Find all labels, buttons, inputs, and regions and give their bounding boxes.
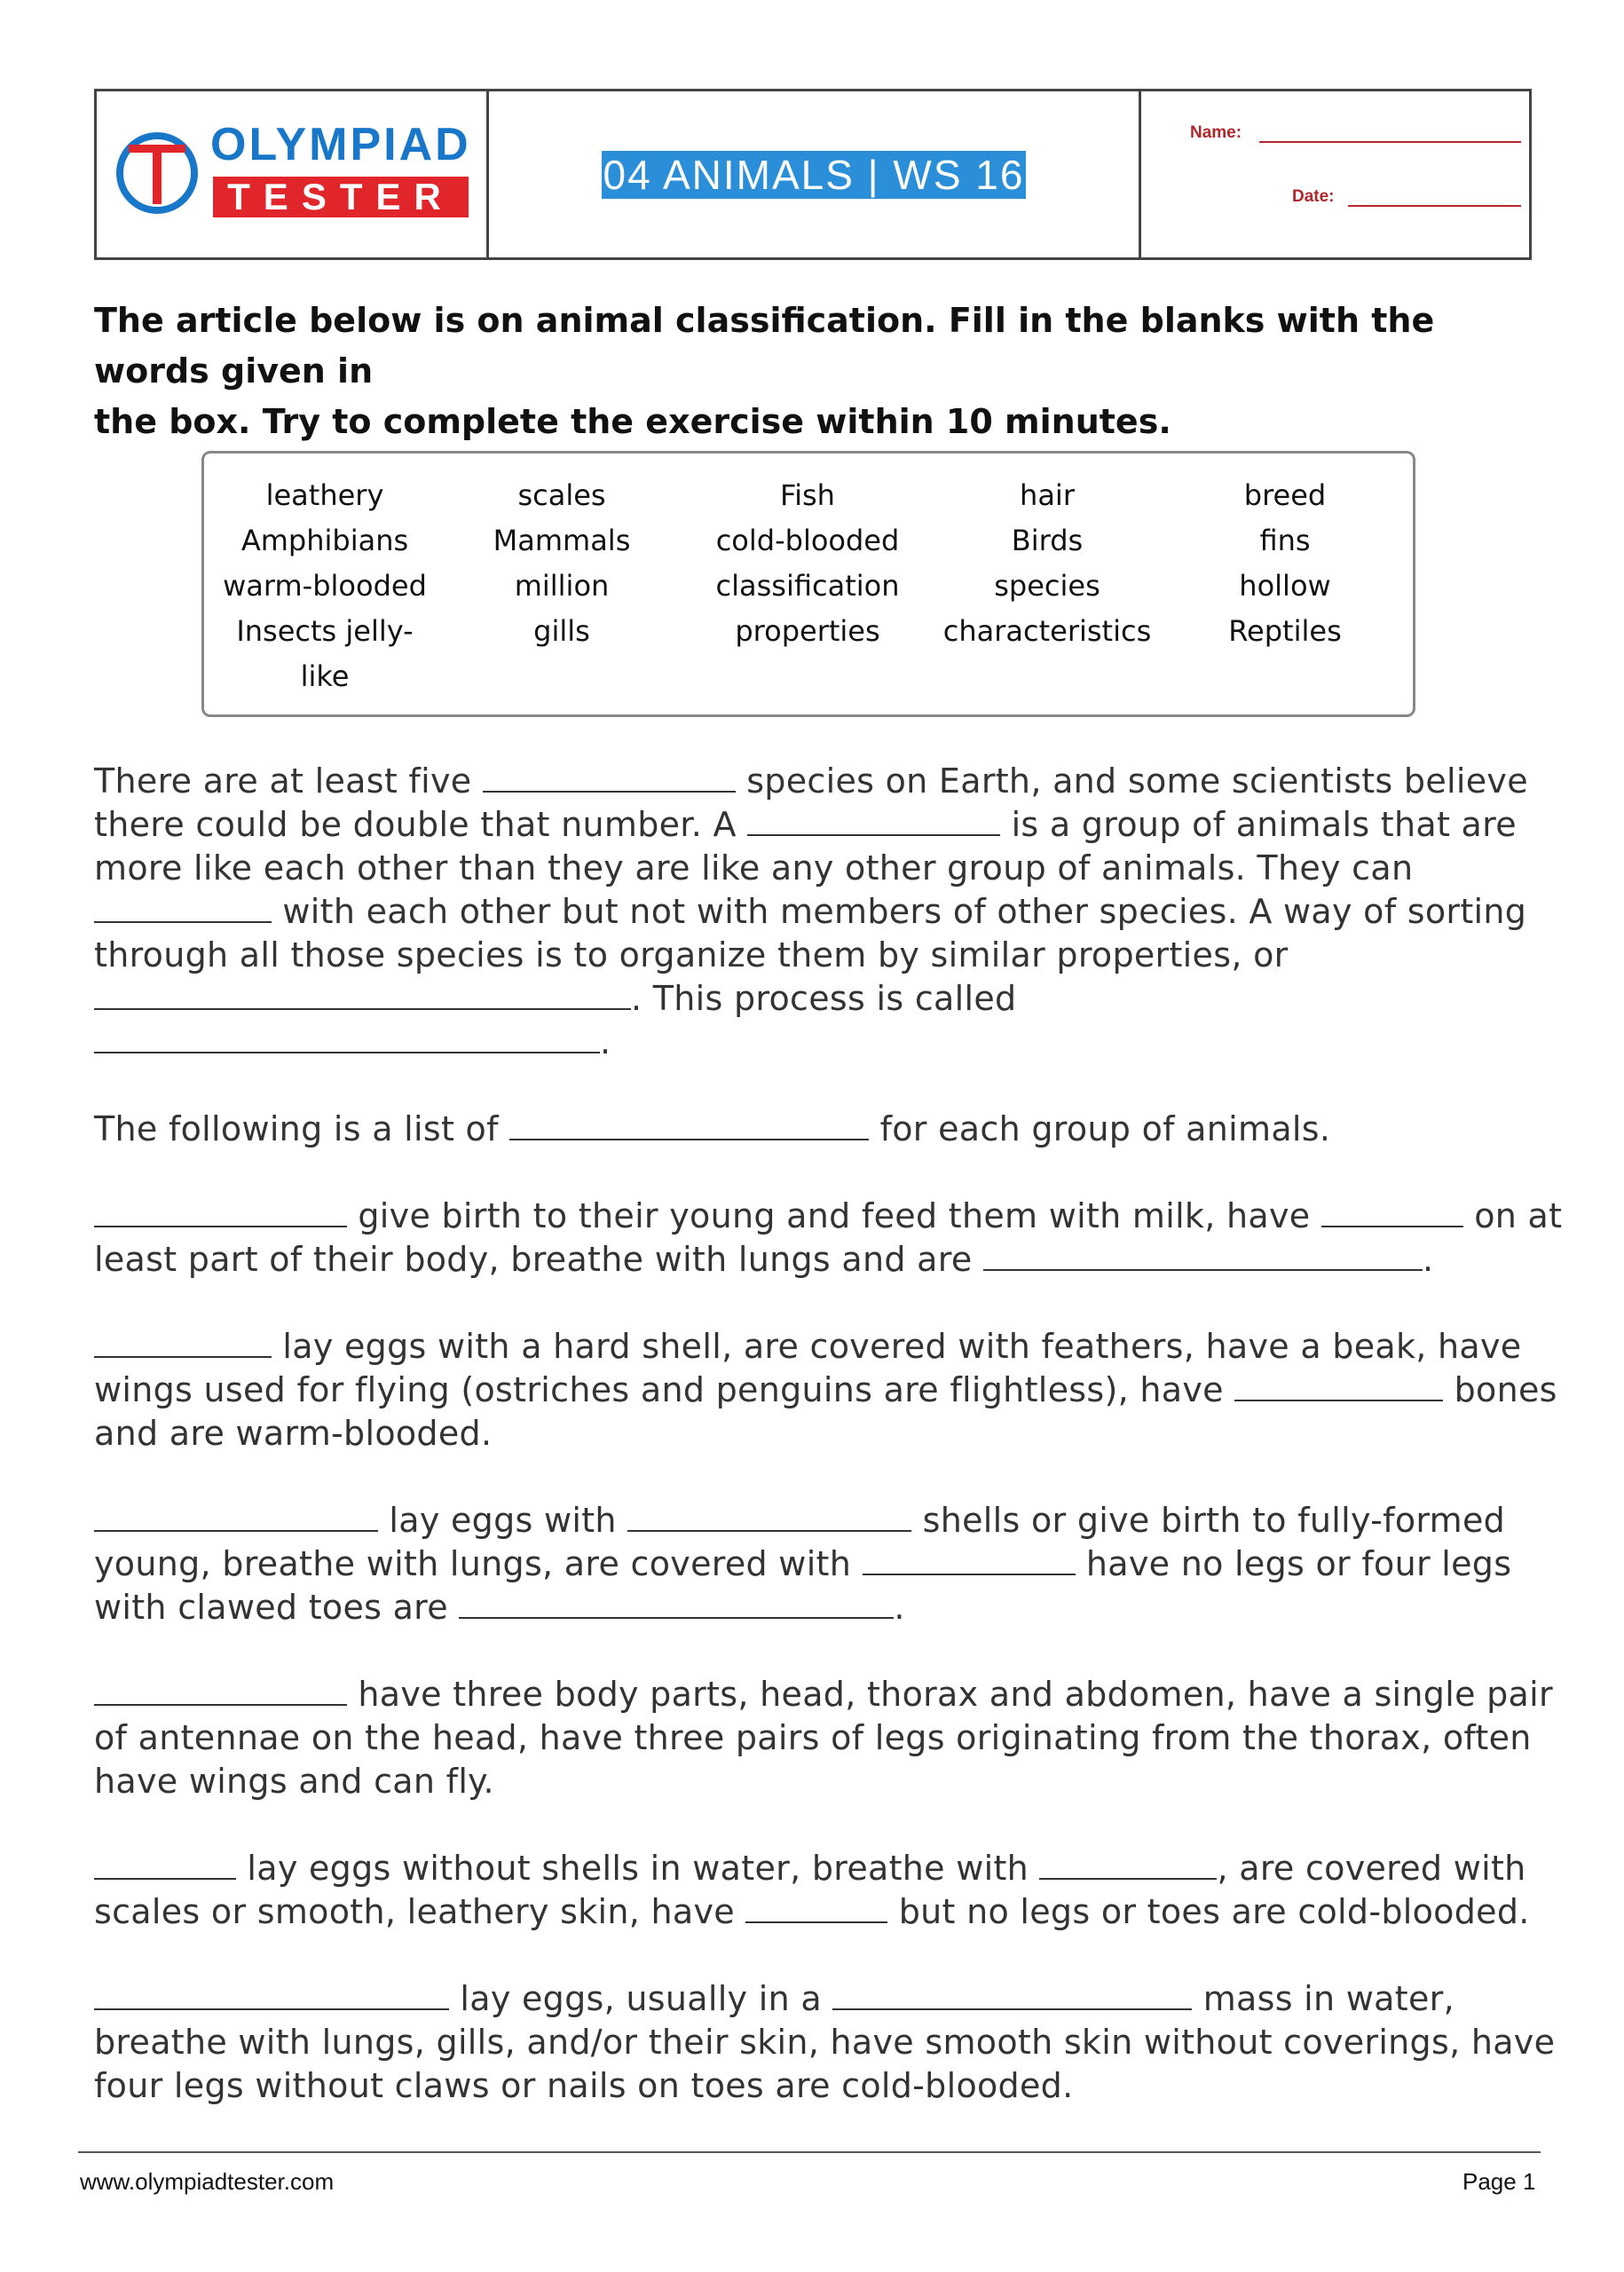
blank-field[interactable] bbox=[509, 1112, 869, 1140]
logo-olympiad-text: OLYMPIAD bbox=[210, 119, 471, 170]
text: . bbox=[894, 1588, 905, 1627]
footer-url[interactable]: www.olympiadtester.com bbox=[80, 2168, 335, 2195]
text: least part of their body, breathe with lungs and are bbox=[94, 1240, 973, 1279]
instruction-line: the box. Try to complete the exercise within 10 minutes. bbox=[94, 402, 1171, 441]
word-item: characteristics bbox=[942, 614, 1152, 648]
meta-cell bbox=[1141, 91, 1529, 257]
blank-field[interactable] bbox=[1234, 1373, 1443, 1401]
word-item: Insects jelly- bbox=[236, 614, 414, 648]
text: more like each other than they are like any other group of animals. They can bbox=[94, 848, 1414, 888]
word-item: hollow bbox=[1239, 569, 1331, 603]
date-line[interactable] bbox=[1348, 205, 1521, 207]
text: mass in water, bbox=[1202, 1979, 1455, 2018]
blank-field[interactable] bbox=[94, 1503, 378, 1532]
word-item: properties bbox=[735, 614, 880, 648]
paragraph-species bbox=[94, 760, 1536, 1064]
word-item: species bbox=[994, 569, 1100, 603]
text: have three body parts, head, thorax and abdomen, have a single pair bbox=[358, 1675, 1553, 1714]
word-item: million bbox=[514, 569, 610, 603]
title-cell bbox=[489, 91, 1141, 257]
word-item: Reptiles bbox=[1228, 614, 1342, 648]
text: have no legs or four legs bbox=[1085, 1544, 1512, 1583]
text: bones bbox=[1454, 1370, 1557, 1409]
text: lay eggs, usually in a bbox=[460, 1979, 822, 2018]
text: species on Earth, and some scientists believe bbox=[746, 761, 1528, 801]
date-row bbox=[1292, 187, 1335, 207]
word-item: warm-blooded bbox=[223, 569, 427, 603]
worksheet-header bbox=[94, 89, 1532, 260]
blank-field[interactable] bbox=[94, 895, 272, 923]
word-box bbox=[201, 451, 1415, 717]
blank-field[interactable] bbox=[94, 1329, 272, 1358]
logo-emblem-icon bbox=[114, 129, 200, 217]
name-label: Name: bbox=[1190, 123, 1242, 142]
paragraph-amphibians bbox=[94, 1977, 1556, 2108]
blank-field[interactable] bbox=[863, 1547, 1076, 1575]
text: wings used for flying (ostriches and penguins are flightless), have bbox=[94, 1370, 1224, 1409]
text: . bbox=[600, 1022, 611, 1061]
text: . bbox=[1422, 1240, 1434, 1279]
blank-field[interactable] bbox=[747, 808, 1000, 836]
instruction-line: The article below is on animal classification. Fill in the blanks with the words given in bbox=[94, 301, 1435, 390]
blank-field[interactable] bbox=[94, 1851, 236, 1880]
date-label: Date: bbox=[1292, 187, 1335, 206]
name-row bbox=[1190, 123, 1242, 143]
text: lay eggs with bbox=[389, 1501, 617, 1540]
logo-cell bbox=[97, 91, 489, 257]
blank-field[interactable] bbox=[94, 1677, 347, 1706]
page-number: Page 1 bbox=[1462, 2168, 1536, 2195]
blank-field[interactable] bbox=[94, 1199, 347, 1227]
text: four legs without claws or nails on toes are cold-blooded. bbox=[94, 2066, 1074, 2105]
blank-field[interactable] bbox=[1039, 1851, 1217, 1880]
text: of antennae on the head, have three pairs of legs originating from the thorax, often bbox=[94, 1718, 1532, 1757]
word-column bbox=[941, 473, 1154, 654]
text: , are covered with bbox=[1217, 1849, 1526, 1888]
text: is a group of animals that are bbox=[1011, 805, 1517, 844]
paragraph-list-intro bbox=[94, 1108, 1536, 1151]
footer-divider bbox=[78, 2151, 1541, 2153]
word-item: Mammals bbox=[493, 524, 631, 557]
text: lay eggs without shells in water, breathe with bbox=[247, 1849, 1029, 1888]
text: there could be double that number. A bbox=[94, 805, 737, 844]
paragraph-mammals bbox=[94, 1195, 1563, 1282]
word-item: Amphibians bbox=[240, 524, 409, 557]
text: and are warm-blooded. bbox=[94, 1414, 493, 1453]
text: give birth to their young and feed them with milk, have bbox=[358, 1196, 1311, 1235]
logo-tester-text: TESTER bbox=[213, 177, 469, 217]
text: . This process is called bbox=[631, 979, 1017, 1018]
text: breathe with lungs, gills, and/or their skin, have smooth skin without coverings, have bbox=[94, 2023, 1556, 2062]
blank-field[interactable] bbox=[483, 764, 736, 793]
paragraph-insects bbox=[94, 1673, 1553, 1803]
text: but no legs or toes are cold-blooded. bbox=[898, 1892, 1530, 1931]
blank-field[interactable] bbox=[1321, 1199, 1463, 1227]
word-item: cold-blooded bbox=[715, 524, 900, 557]
word-column bbox=[473, 473, 650, 654]
text: scales or smooth, leathery skin, have bbox=[94, 1892, 735, 1931]
blank-field[interactable] bbox=[832, 1982, 1192, 2010]
word-item: leathery bbox=[265, 478, 384, 512]
blank-field[interactable] bbox=[94, 982, 631, 1010]
blank-field[interactable] bbox=[627, 1503, 911, 1532]
text: on at bbox=[1474, 1196, 1563, 1235]
blank-field[interactable] bbox=[983, 1242, 1423, 1271]
word-item: hair bbox=[1020, 478, 1075, 512]
word-column bbox=[1196, 473, 1374, 654]
word-item: like bbox=[300, 659, 350, 693]
word-item: scales bbox=[517, 478, 606, 512]
worksheet-title: 04 ANIMALS | WS 16 bbox=[603, 151, 1025, 198]
text: lay eggs with a hard shell, are covered with feathers, have a beak, have bbox=[282, 1327, 1522, 1366]
word-column bbox=[220, 473, 430, 699]
instructions bbox=[94, 296, 1532, 447]
word-item: Birds bbox=[1011, 524, 1084, 557]
text: young, breathe with lungs, are covered with bbox=[94, 1544, 852, 1583]
text: with each other but not with members of other species. A way of sorting bbox=[282, 892, 1527, 931]
text: have wings and can fly. bbox=[94, 1762, 494, 1801]
word-item: gills bbox=[533, 614, 590, 648]
word-item: Fish bbox=[780, 478, 835, 512]
paragraph-reptiles bbox=[94, 1499, 1536, 1629]
text: through all those species is to organize them by similar properties, or bbox=[94, 935, 1289, 974]
name-line[interactable] bbox=[1259, 141, 1521, 143]
word-item: fins bbox=[1259, 524, 1311, 557]
text: The following is a list of bbox=[94, 1109, 499, 1148]
blank-field[interactable] bbox=[459, 1590, 894, 1619]
blank-field[interactable] bbox=[94, 1025, 600, 1053]
text: shells or give birth to fully-formed bbox=[922, 1501, 1506, 1540]
text: There are at least five bbox=[94, 761, 472, 801]
word-item: classification bbox=[715, 569, 900, 603]
blank-field[interactable] bbox=[94, 1982, 449, 2010]
paragraph-birds bbox=[94, 1325, 1557, 1456]
text: with clawed toes are bbox=[94, 1588, 448, 1627]
paragraph-fish bbox=[94, 1847, 1536, 1934]
word-column bbox=[701, 473, 914, 654]
word-item: breed bbox=[1243, 478, 1327, 512]
text: for each group of animals. bbox=[879, 1109, 1331, 1148]
blank-field[interactable] bbox=[745, 1895, 887, 1923]
